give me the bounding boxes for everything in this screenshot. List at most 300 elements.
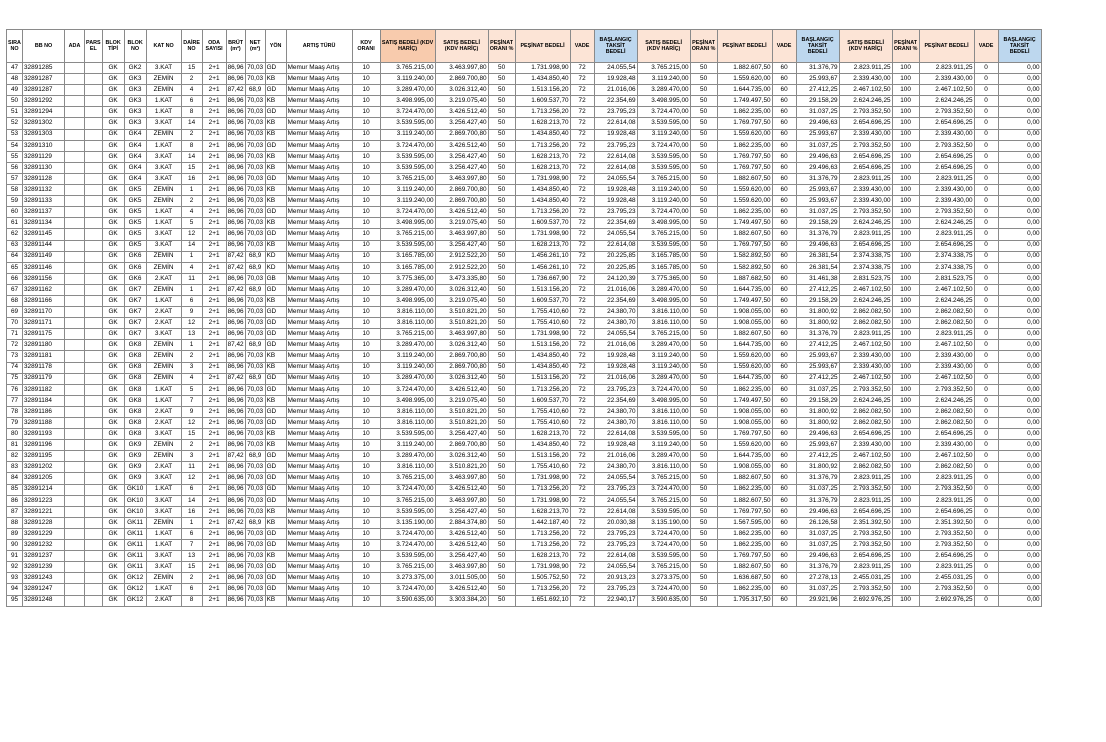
table-cell: GD [265, 406, 286, 417]
table-cell: 82 [7, 451, 23, 462]
table-cell: 70,03 [245, 540, 265, 551]
table-cell [65, 74, 85, 85]
table-cell: 2+1 [202, 362, 226, 373]
table-cell: 60 [772, 440, 796, 451]
table-cell: 3.273.375,00 [637, 573, 690, 584]
table-cell: 1.609.537,70 [515, 218, 570, 229]
table-cell: 72 [570, 551, 594, 562]
table-cell: 3.119.240,00 [380, 74, 435, 85]
table-cell: GK12 [124, 573, 146, 584]
table-cell [85, 340, 103, 351]
table-cell: 60 [772, 162, 796, 173]
table-cell: 2.862.082,50 [919, 418, 974, 429]
table-cell: 86,96 [226, 185, 245, 196]
table-cell: 19.928,48 [594, 129, 637, 140]
table-cell: 3.426.512,40 [435, 484, 488, 495]
table-row [7, 218, 1042, 229]
table-cell [65, 395, 85, 406]
table-cell: 0 [974, 329, 998, 340]
table-cell: 50 [488, 151, 515, 162]
table-cell: GK [102, 451, 124, 462]
table-cell: 32891287 [23, 85, 65, 96]
table-cell: 32891193 [23, 429, 65, 440]
table-cell: Memur Maaş Artış [286, 96, 352, 107]
table-cell: ZEMİN [146, 451, 181, 462]
table-cell: 86,96 [226, 240, 245, 251]
table-cell: 0,00 [998, 173, 1041, 184]
table-cell: GK [102, 517, 124, 528]
table-cell: GK [102, 406, 124, 417]
table-cell: 10 [352, 351, 380, 362]
table-cell: 3.539.595,00 [637, 551, 690, 562]
table-row [7, 318, 1042, 329]
table-row [7, 240, 1042, 251]
table-cell: 60 [772, 74, 796, 85]
table-cell: 48 [7, 74, 23, 85]
table-cell: 2.467.102,50 [839, 284, 892, 295]
table-cell: 2.912.522,20 [435, 251, 488, 262]
table-cell: 24.055,54 [594, 229, 637, 240]
table-cell: 60 [772, 451, 796, 462]
table-cell: 3.765.215,00 [380, 63, 435, 74]
table-cell: 66 [7, 273, 23, 284]
table-cell: 2 [181, 74, 202, 85]
table-cell: KB [265, 517, 286, 528]
table-row [7, 540, 1042, 551]
table-cell: 20.030,38 [594, 517, 637, 528]
table-cell: 50 [690, 429, 717, 440]
table-cell [65, 107, 85, 118]
table-cell: 32891195 [23, 451, 65, 462]
column-header: PEŞİNAT BEDELİ [919, 30, 974, 63]
table-cell: 86,96 [226, 395, 245, 406]
table-cell [85, 528, 103, 539]
table-cell: 63 [7, 240, 23, 251]
table-cell: 0,00 [998, 151, 1041, 162]
table-cell: 86,96 [226, 107, 245, 118]
column-header: BLOK TİPİ [102, 30, 124, 63]
table-cell: 86,96 [226, 129, 245, 140]
table-cell: ZEMİN [146, 284, 181, 295]
table-cell: GK5 [124, 185, 146, 196]
table-cell: 10 [352, 251, 380, 262]
table-cell: 10 [352, 284, 380, 295]
table-cell: 100 [892, 395, 919, 406]
table-cell: 2.823.911,25 [839, 473, 892, 484]
table-cell: 3.510.821,20 [435, 406, 488, 417]
table-cell: 2+1 [202, 251, 226, 262]
table-cell: 3.119.240,00 [380, 351, 435, 362]
table-cell: 0,00 [998, 207, 1041, 218]
table-cell: 86,96 [226, 229, 245, 240]
column-header: BAŞLANGIÇ TAKSİT BEDELİ [796, 30, 839, 63]
table-cell: 1.769.797,50 [717, 151, 772, 162]
table-cell: 10 [352, 162, 380, 173]
table-cell: 1.513.156,20 [515, 340, 570, 351]
table-cell: 2.823.911,25 [919, 329, 974, 340]
table-cell: 50 [690, 295, 717, 306]
table-cell: 3.816.110,00 [637, 406, 690, 417]
table-cell: 72 [570, 451, 594, 462]
table-cell: 3.775.365,00 [637, 273, 690, 284]
table-cell: 1.505.752,50 [515, 573, 570, 584]
table-cell: 50 [488, 63, 515, 74]
table-cell [65, 262, 85, 273]
table-cell: 2.624.246,25 [919, 218, 974, 229]
table-cell: 23.795,23 [594, 207, 637, 218]
table-cell: 70,03 [245, 506, 265, 517]
table-cell [85, 384, 103, 395]
table-cell: 2.KAT [146, 595, 181, 606]
table-cell [85, 395, 103, 406]
table-cell: 2 [181, 573, 202, 584]
table-cell: 3.498.995,00 [637, 218, 690, 229]
table-cell: 3.539.595,00 [380, 151, 435, 162]
table-cell: 72 [570, 63, 594, 74]
table-cell: 3.765.215,00 [637, 329, 690, 340]
table-cell: 19.928,48 [594, 196, 637, 207]
table-cell: GK8 [124, 418, 146, 429]
table-cell: 3.765.215,00 [637, 173, 690, 184]
table-cell: 1.755.410,60 [515, 318, 570, 329]
table-cell [85, 318, 103, 329]
table-cell: KB [265, 362, 286, 373]
table-cell: 10 [352, 540, 380, 551]
table-cell: 32891196 [23, 440, 65, 451]
table-cell: 2.869.700,80 [435, 440, 488, 451]
table-cell: 72 [570, 573, 594, 584]
table-cell: 3.119.240,00 [637, 196, 690, 207]
table-cell: 50 [488, 118, 515, 129]
table-cell: 10 [352, 196, 380, 207]
table-cell: 72 [570, 517, 594, 528]
table-cell: 10 [352, 584, 380, 595]
table-cell: 3.590.635,00 [380, 595, 435, 606]
table-cell: GK [102, 173, 124, 184]
column-header: PEŞİNAT ORANI % [488, 30, 515, 63]
table-cell: 0,00 [998, 273, 1041, 284]
table-cell: 70,03 [245, 129, 265, 140]
table-cell: 3.473.335,80 [435, 273, 488, 284]
table-cell: 100 [892, 384, 919, 395]
table-cell [65, 373, 85, 384]
table-cell: GK [102, 362, 124, 373]
table-cell: 100 [892, 340, 919, 351]
table-cell: 3.289.470,00 [637, 85, 690, 96]
table-row [7, 96, 1042, 107]
table-cell: 60 [772, 484, 796, 495]
table-cell: 2.793.352,50 [839, 107, 892, 118]
table-cell: GK5 [124, 240, 146, 251]
table-cell: 0,00 [998, 85, 1041, 96]
table-cell: 87,42 [226, 262, 245, 273]
table-cell [65, 562, 85, 573]
table-cell: 87,42 [226, 373, 245, 384]
table-cell: 2 [181, 196, 202, 207]
table-cell [85, 107, 103, 118]
table-cell: 1.862.235,00 [717, 207, 772, 218]
table-cell: 60 [772, 262, 796, 273]
table-cell: 2.624.246,25 [919, 295, 974, 306]
column-header: PEŞİNAT ORANI % [690, 30, 717, 63]
table-cell: Memur Maaş Artış [286, 251, 352, 262]
table-cell: 29.158,29 [796, 218, 839, 229]
table-cell: Memur Maaş Artış [286, 406, 352, 417]
table-cell: 0 [974, 495, 998, 506]
table-row [7, 362, 1042, 373]
table-cell: 70,03 [245, 118, 265, 129]
table-cell: 32891171 [23, 318, 65, 329]
column-header: YÖN [265, 30, 286, 63]
table-cell: 0,00 [998, 418, 1041, 429]
table-cell [85, 595, 103, 606]
table-cell: 32891237 [23, 551, 65, 562]
table-cell: 1.KAT [146, 384, 181, 395]
table-cell: 10 [352, 151, 380, 162]
table-cell: 3.539.595,00 [380, 162, 435, 173]
table-cell: 86,96 [226, 196, 245, 207]
table-cell: 29.496,63 [796, 506, 839, 517]
table-cell: 3.724.470,00 [380, 140, 435, 151]
table-row [7, 85, 1042, 96]
table-cell: 2.862.082,50 [919, 307, 974, 318]
table-cell: 50 [690, 318, 717, 329]
table-cell: 2.869.700,80 [435, 196, 488, 207]
table-cell: 10 [352, 506, 380, 517]
table-cell: 3.816.110,00 [637, 462, 690, 473]
table-cell: 32891179 [23, 373, 65, 384]
table-cell: 72 [570, 85, 594, 96]
table-cell: 24.055,54 [594, 173, 637, 184]
table-cell: 2.467.102,50 [839, 451, 892, 462]
table-cell: 8 [181, 595, 202, 606]
table-cell: 31.037,25 [796, 384, 839, 395]
table-cell [65, 273, 85, 284]
table-cell: 70,03 [245, 562, 265, 573]
table-cell: 0 [974, 196, 998, 207]
table-cell: 31.037,25 [796, 107, 839, 118]
table-cell: Memur Maaş Artış [286, 262, 352, 273]
table-cell: 1.644.735,00 [717, 284, 772, 295]
table-cell: GK7 [124, 307, 146, 318]
table-cell: 10 [352, 107, 380, 118]
table-row [7, 63, 1042, 74]
table-cell: 70,03 [245, 551, 265, 562]
table-cell: 70,03 [245, 418, 265, 429]
table-cell: 4 [181, 262, 202, 273]
table-cell: 22.614,08 [594, 151, 637, 162]
table-cell: KB [265, 74, 286, 85]
table-cell: GK [102, 506, 124, 517]
table-cell: GD [265, 340, 286, 351]
table-cell: 50 [690, 473, 717, 484]
table-cell: 86 [7, 495, 23, 506]
table-cell: 32891221 [23, 506, 65, 517]
table-cell: 3.498.995,00 [380, 395, 435, 406]
table-cell: 3.463.997,80 [435, 473, 488, 484]
table-cell: 72 [570, 96, 594, 107]
column-header: SATIŞ BEDELİ (KDV HARİÇ) [637, 30, 690, 63]
table-cell: 0,00 [998, 340, 1041, 351]
table-cell: 72 [570, 218, 594, 229]
table-cell: GD [265, 473, 286, 484]
table-cell: 25.993,67 [796, 185, 839, 196]
table-cell: 0 [974, 517, 998, 528]
table-cell: 72 [570, 473, 594, 484]
table-cell: ZEMİN [146, 373, 181, 384]
table-cell: 3.539.595,00 [637, 151, 690, 162]
table-cell: 0,00 [998, 96, 1041, 107]
table-cell: 32891162 [23, 284, 65, 295]
table-cell: 22.354,69 [594, 96, 637, 107]
table-cell: 2.823.911,25 [919, 473, 974, 484]
table-cell: 70,03 [245, 151, 265, 162]
table-cell: 2.KAT [146, 418, 181, 429]
table-cell: GK7 [124, 318, 146, 329]
table-cell: 0 [974, 107, 998, 118]
table-cell: GD [265, 173, 286, 184]
table-cell: 2.654.696,25 [919, 151, 974, 162]
table-cell: 50 [690, 584, 717, 595]
table-row [7, 429, 1042, 440]
table-cell: 70,03 [245, 406, 265, 417]
table-cell: 50 [690, 562, 717, 573]
table-cell: 87,42 [226, 251, 245, 262]
table-cell: GK8 [124, 351, 146, 362]
table-cell: 72 [570, 251, 594, 262]
table-cell: 3.765.215,00 [380, 173, 435, 184]
table-cell: 2.793.352,50 [919, 484, 974, 495]
table-cell: 1.755.410,60 [515, 406, 570, 417]
table-cell: 1.713.256,20 [515, 140, 570, 151]
table-cell: 50 [488, 373, 515, 384]
table-cell: 1.769.797,50 [717, 429, 772, 440]
table-cell: 32891202 [23, 462, 65, 473]
table-cell: 2.793.352,50 [919, 540, 974, 551]
table-cell: 2.869.700,80 [435, 351, 488, 362]
table-cell [65, 540, 85, 551]
table-cell: 2+1 [202, 506, 226, 517]
table-cell [65, 118, 85, 129]
column-header: PEŞİNAT BEDELİ [515, 30, 570, 63]
table-cell: KB [265, 440, 286, 451]
table-cell: 25.993,67 [796, 440, 839, 451]
table-cell: 1.713.256,20 [515, 584, 570, 595]
table-cell: 1.749.497,50 [717, 295, 772, 306]
table-row [7, 262, 1042, 273]
table-cell: GK [102, 96, 124, 107]
table-cell: GK11 [124, 551, 146, 562]
table-cell: GK [102, 74, 124, 85]
table-cell: 3.KAT [146, 63, 181, 74]
table-cell: 50 [690, 340, 717, 351]
table-cell: 72 [570, 151, 594, 162]
table-cell: 3.539.595,00 [380, 551, 435, 562]
table-cell: 2.654.696,25 [839, 118, 892, 129]
table-cell: 1.628.213,70 [515, 162, 570, 173]
table-row [7, 384, 1042, 395]
table-cell: 32891302 [23, 118, 65, 129]
table-cell: 50 [488, 229, 515, 240]
table-cell: 31.800,92 [796, 406, 839, 417]
table-cell: 3.KAT [146, 118, 181, 129]
table-cell: 10 [352, 495, 380, 506]
table-cell: 50 [488, 251, 515, 262]
table-cell: GK [102, 295, 124, 306]
table-cell: 10 [352, 373, 380, 384]
table-cell: 0,00 [998, 196, 1041, 207]
table-row [7, 506, 1042, 517]
table-cell: GK [102, 307, 124, 318]
column-header: VADE [772, 30, 796, 63]
table-cell: 0,00 [998, 351, 1041, 362]
table-cell: Memur Maaş Artış [286, 384, 352, 395]
table-row [7, 173, 1042, 184]
table-cell: 72 [570, 362, 594, 373]
table-cell: 2.KAT [146, 273, 181, 284]
table-cell: 1.434.850,40 [515, 351, 570, 362]
table-cell: 3.119.240,00 [637, 129, 690, 140]
table-cell: 3.539.595,00 [637, 118, 690, 129]
table-cell [65, 85, 85, 96]
table-cell: 0,00 [998, 595, 1041, 606]
table-cell: 1.559.620,00 [717, 196, 772, 207]
table-cell: 68,9 [245, 262, 265, 273]
table-cell: 47 [7, 63, 23, 74]
table-cell: 49 [7, 85, 23, 96]
table-cell: 3.510.821,20 [435, 418, 488, 429]
table-cell [85, 196, 103, 207]
table-cell: 2.793.352,50 [839, 584, 892, 595]
table-cell: 2.823.911,25 [839, 173, 892, 184]
table-cell: 60 [772, 517, 796, 528]
table-cell: KB [265, 595, 286, 606]
table-cell: 14 [181, 240, 202, 251]
table-cell: 72 [570, 307, 594, 318]
table-cell: 0,00 [998, 318, 1041, 329]
table-cell: 86,96 [226, 462, 245, 473]
table-cell: Memur Maaş Artış [286, 273, 352, 284]
table-cell: 70,03 [245, 162, 265, 173]
table-cell: GK7 [124, 329, 146, 340]
table-cell: 20.225,85 [594, 262, 637, 273]
table-cell: 0 [974, 340, 998, 351]
table-cell: 0 [974, 562, 998, 573]
table-cell: 72 [570, 107, 594, 118]
table-cell: GK [102, 85, 124, 96]
table-cell: 3.510.821,20 [435, 318, 488, 329]
table-cell: 32891134 [23, 218, 65, 229]
table-cell: 60 [772, 462, 796, 473]
table-cell [85, 506, 103, 517]
table-cell: 1.713.256,20 [515, 540, 570, 551]
table-cell: Memur Maaş Artış [286, 218, 352, 229]
table-cell: GK [102, 262, 124, 273]
table-cell: 4 [181, 373, 202, 384]
table-cell: 2+1 [202, 262, 226, 273]
table-cell: 100 [892, 151, 919, 162]
table-cell: 50 [690, 63, 717, 74]
table-cell: 77 [7, 395, 23, 406]
table-row [7, 484, 1042, 495]
table-cell: 0 [974, 284, 998, 295]
table-cell: 50 [690, 384, 717, 395]
table-cell: 2.862.082,50 [919, 318, 974, 329]
table-cell: 2+1 [202, 218, 226, 229]
table-cell: 3 [181, 451, 202, 462]
table-cell: GK9 [124, 440, 146, 451]
table-cell: 55 [7, 151, 23, 162]
